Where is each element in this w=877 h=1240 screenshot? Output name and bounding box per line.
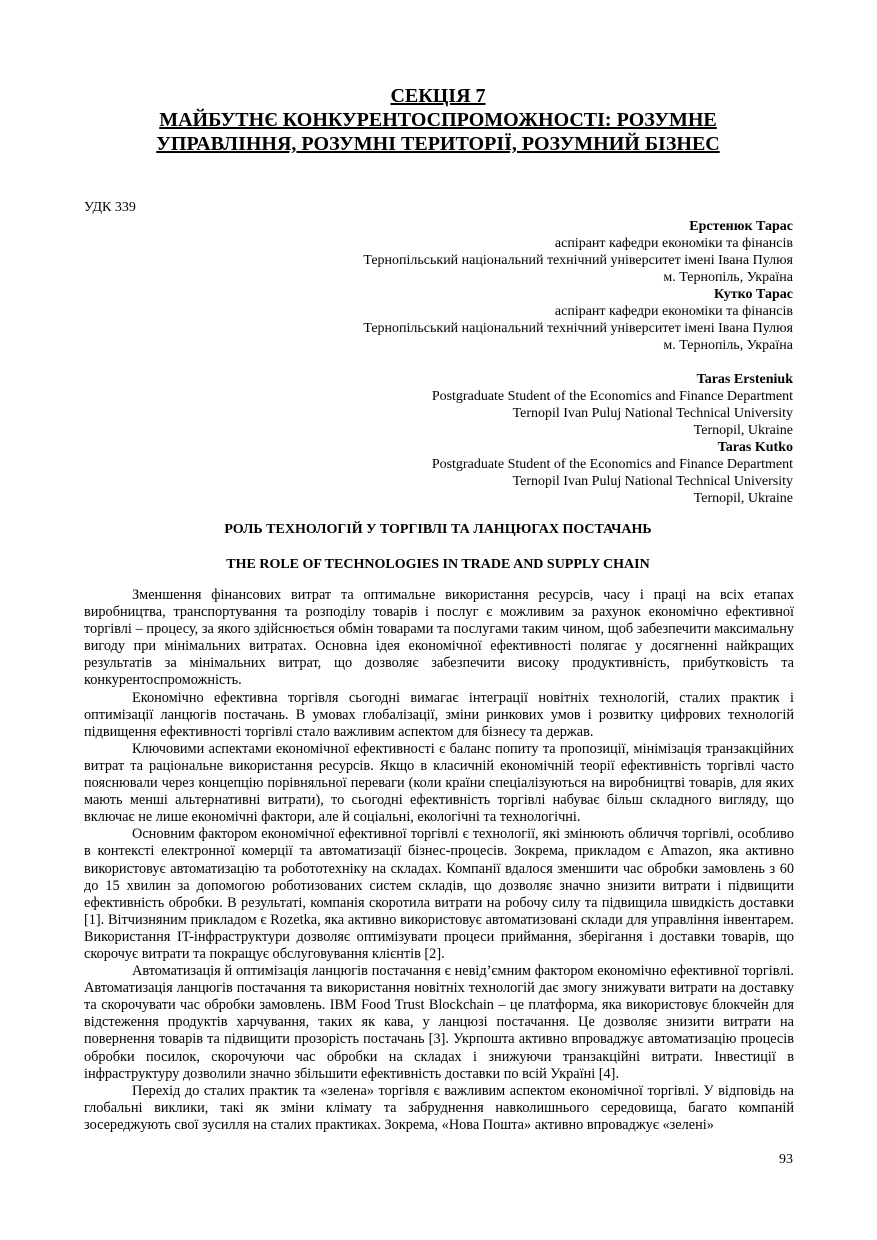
article-title-ua: РОЛЬ ТЕХНОЛОГІЙ У ТОРГІВЛІ ТА ЛАНЦЮГАХ ПОСТАЧАНЬ	[224, 522, 652, 537]
page-number: 93	[779, 1152, 793, 1167]
author-city: м. Тернопіль, Україна	[663, 338, 793, 353]
author-block	[233, 218, 793, 507]
body-paragraph: Автоматизація й оптимізація ланцюгів постачання є невід’ємним фактором економічно ефективної торгівлі. Автоматизація ланцюгів постачання та використання новітніх технологій дає змогу знижувати витрати на доставку та скорочувати час обробки замовлень. IBM Food Trust Blockchain – це платформа, яка використовує блокчейн для відстеження продуктів харчування, таких як кава, у ланцюзі постачання. Це дозволяє знизити витрати на повернення товарів та підвищити прозорість постачань [3]. Укрпошта активно впроваджує автоматизацію процесів обробки посилок, скорочуючи час обробки на складах і знижуючи транзакційні витрати. Інвестиції в інфраструктуру дозволили значно збільшити ефективність доставки по всій Україні [4].	[84, 963, 794, 1082]
author-university-en: Ternopil Ivan Puluj National Technical University	[512, 406, 793, 421]
author-university: Тернопільський національний технічний університет імені Івана Пулюя	[363, 321, 793, 336]
author-university-en: Ternopil Ivan Puluj National Technical University	[512, 474, 793, 489]
author-position-en: Postgraduate Student of the Economics and Finance Department	[431, 457, 793, 472]
article-body	[84, 587, 794, 1134]
author-spacer	[233, 354, 793, 371]
body-paragraph: Зменшення фінансових витрат та оптимальне використання ресурсів, часу і праці на всіх етапах виробництва, транспортування та розподілу товарів і послуг є можливим за рахунок економічно ефективної торгівлі – процесу, за якого здійснюється обмін товарами та послугами таким чином, щоб забезпечити максимальну вигоду при мінімальних витратах. Основна ідея економічної ефективності полягає у досягненні найкращих результатів за мінімальних витрат, що дозволяє забезпечити високу продуктивність, прибутковість та конкурентоспроможність.	[84, 587, 794, 689]
section-header	[84, 84, 792, 156]
body-paragraph: Ключовими аспектами економічної ефективності є баланс попиту та пропозиції, мінімізація транзакційних витрат та раціональне використання ресурсів. Якщо в класичній економічній теорії ефективність торгівлі часто пояснювали через концепцію порівняльної переваги (коли країни спеціалізуються на виробництві товарів, для яких мають менші альтернативні витрати), то сьогодні ефективність торгівлі набуває більш складного вигляду, що включає не лише економічні фактори, але й соціальні, екологічні та технологічні.	[84, 740, 794, 826]
author-name: Кутко Тарас	[713, 287, 793, 302]
author-city-en: Ternopil, Ukraine	[693, 423, 793, 438]
article-title-en: THE ROLE OF TECHNOLOGIES IN TRADE AND SUPPLY CHAIN	[226, 557, 650, 572]
section-header-line-3: УПРАВЛІННЯ, РОЗУМНІ ТЕРИТОРІЇ, РОЗУМНИЙ БІЗНЕС	[156, 133, 720, 155]
body-paragraph: Основним фактором економічної ефективної торгівлі є технології, які змінюють обличчя торгівлі, особливо в контексті електронної комерції та автоматизації бізнес-процесів. Зокрема, прикладом є Amazon, яка активно використовує автоматизацію та робототехніку на складах. Компанії вдалося зменшити час обробки замовлень з 60 до 15 хвилин за допомогою роботизованих систем складів, що дозволяє значно знизити витрати і підвищити ефективність обробки. В результаті, компанія скоротила витрати на робочу силу та підвищила швидкість доставки [1]. Вітчизняним прикладом є Rozetka, яка активно використовує автоматизовані склади для управління інвентарем. Використання IT-інфраструктури дозволяє оптимізувати процеси приймання, зберігання і доставки товарів, що скорочує витрати та покращує обслуговування клієнтів [2].	[84, 826, 794, 962]
section-header-line-2: МАЙБУТНЄ КОНКУРЕНТОСПРОМОЖНОСТІ: РОЗУМНЕ	[159, 109, 717, 131]
body-paragraph: Перехід до сталих практик та «зелена» торгівля є важливим аспектом економічної торгівлі. У відповідь на глобальні виклики, такі як зміни клімату та забруднення навколишнього середовища, багато компаній зосереджують свої зусилля на сталих практиках. Зокрема, «Нова Пошта» активно впроваджує «зелені»	[84, 1082, 794, 1133]
body-paragraph: Економічно ефективна торгівля сьогодні вимагає інтеграції новітніх технологій, сталих практик і оптимізації ланцюгів постачань. В умовах глобалізації, зміни ринкових умов і розвитку цифрових технологій підвищення ефективності торгівлі стало важливим аспектом для бізнесу та держав.	[84, 689, 794, 740]
section-header-line-1: СЕКЦІЯ 7	[390, 85, 486, 107]
author-position: аспірант кафедри економіки та фінансів	[554, 236, 793, 251]
author-name: Ерстенюк Тарас	[689, 219, 793, 234]
author-city-en: Ternopil, Ukraine	[693, 491, 793, 506]
author-name-en: Taras Kutko	[717, 440, 793, 455]
udk-code: УДК 339	[84, 200, 136, 215]
author-name-en: Taras Ersteniuk	[696, 372, 793, 387]
author-city: м. Тернопіль, Україна	[663, 270, 793, 285]
author-position-en: Postgraduate Student of the Economics and Finance Department	[431, 389, 793, 404]
author-university: Тернопільський національний технічний університет імені Івана Пулюя	[363, 253, 793, 268]
author-position: аспірант кафедри економіки та фінансів	[554, 304, 793, 319]
